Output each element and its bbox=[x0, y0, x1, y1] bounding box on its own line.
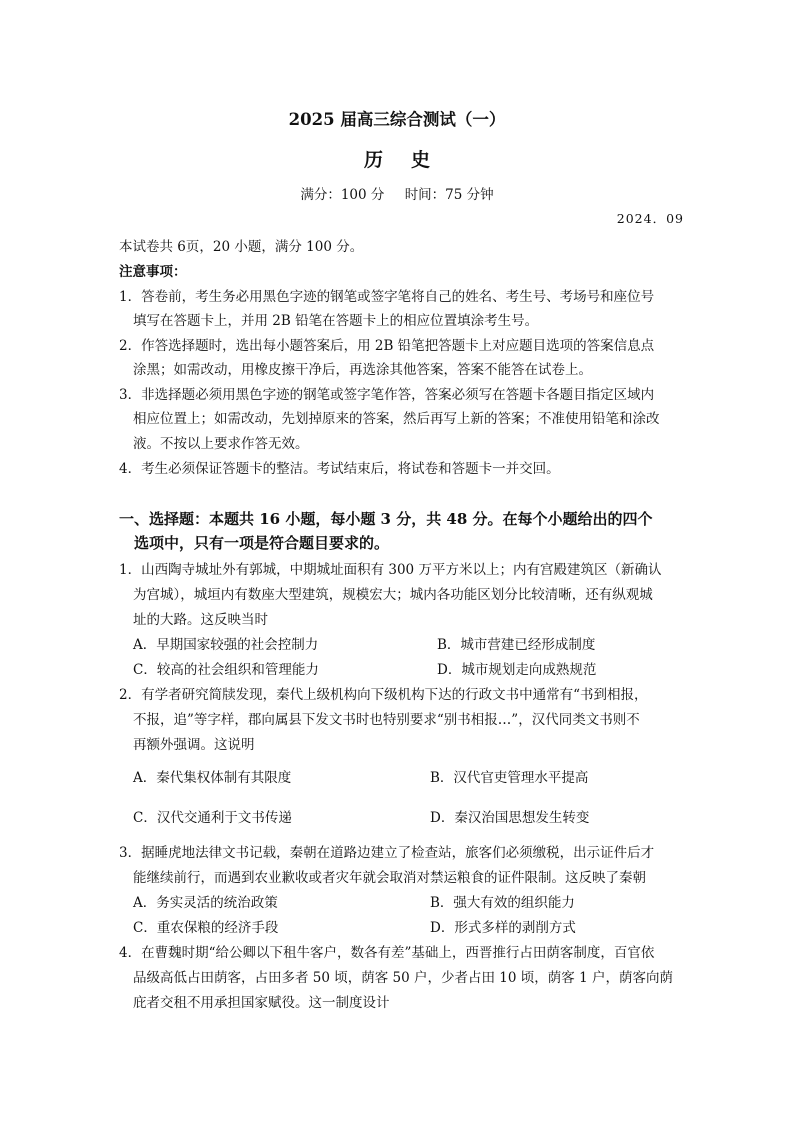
question-1-option-b: B．城市营建已经形成制度 bbox=[437, 637, 596, 653]
question-3-option-c: C．重农保粮的经济手段 bbox=[133, 920, 279, 936]
question-3-option-d: D．形式多样的剥削方式 bbox=[430, 920, 576, 936]
question-1-line-2: 为宫城），城垣内有数座大型建筑，规模宏大；城内各功能区划分比较清晰，还有纵观城 bbox=[133, 587, 653, 603]
note-4-line-1: 4．考生必须保证答题卡的整洁。考试结束后，将试卷和答题卡一并交回。 bbox=[119, 461, 560, 477]
note-2-line-1: 2．作答选择题时，选出每小题答案后，用 2B 铅笔把答题卡上对应题目选项的答案信息点 bbox=[119, 338, 655, 354]
question-3-line-1: 3．据睡虎地法律文书记载，秦朝在道路边建立了检查站，旅客们必须缴税，出示证件后才 bbox=[119, 845, 655, 861]
note-2-line-2: 涂黑；如需改动，用橡皮擦干净后，再选涂其他答案，答案不能答在试卷上。 bbox=[133, 362, 592, 378]
question-1-line-1: 1．山西陶寺城址外有郭城，中期城址面积有 300 万平方米以上；内有宫殿建筑区（新确认 bbox=[119, 562, 662, 578]
intro-text: 本试卷共 6页，20 小题，满分 100 分。 bbox=[119, 239, 364, 255]
question-2-option-a: A．秦代集权体制有其限度 bbox=[133, 770, 292, 786]
section-1-heading-line-2: 选项中，只有一项是符合题目要求的。 bbox=[134, 534, 390, 552]
exam-title: 2025 届高三综合测试（一） bbox=[288, 110, 506, 129]
question-2-line-3: 再额外强调。这说明 bbox=[133, 737, 255, 753]
question-2-option-d: D．秦汉治国思想发生转变 bbox=[430, 810, 590, 826]
exam-meta bbox=[0, 183, 794, 203]
question-1-line-3: 址的大路。这反映当时 bbox=[133, 612, 268, 628]
note-3-line-2: 相应位置上；如需改动，先划掉原来的答案，然后再写上新的答案；不准使用铅笔和涂改 bbox=[133, 411, 660, 427]
note-3-line-1: 3．非选择题必须用黑色字迹的钢笔或签字笔作答，答案必须写在答题卡各题目指定区域内 bbox=[119, 387, 655, 403]
question-1-option-a: A．早期国家较强的社会控制力 bbox=[133, 637, 319, 653]
note-1-line-2: 填写在答题卡上，并用 2B 铅笔在答题卡上的相应位置填涂考生号。 bbox=[133, 313, 539, 329]
exam-time: 时间：75 分钟 bbox=[404, 187, 494, 203]
question-4-line-3: 庇者交租不用承担国家赋役。这一制度设计 bbox=[133, 995, 390, 1011]
question-1-option-c: C．较高的社会组织和管理能力 bbox=[133, 662, 319, 678]
question-2-option-c: C．汉代交通利于文书传递 bbox=[133, 810, 292, 826]
notes-heading: 注意事项： bbox=[119, 264, 187, 280]
question-2-option-b: B．汉代官吏管理水平提高 bbox=[430, 770, 589, 786]
question-2-line-1: 2．有学者研究简牍发现，秦代上级机构向下级机构下达的行政文书中通常有“书到相报， bbox=[119, 687, 648, 703]
question-2-line-2: 不报，追”等字样，郡向属县下发文书时也特别要求“别书相报…”，汉代同类文书则不 bbox=[133, 712, 640, 728]
question-4-line-1: 4．在曹魏时期“给公卿以下租牛客户，数各有差”基础上，西晋推行占田荫客制度，百官依 bbox=[119, 945, 655, 961]
note-1-line-1: 1．答卷前，考生务必用黑色字迹的钢笔或签字笔将自己的姓名、考生号、考场号和座位号 bbox=[119, 289, 655, 305]
question-3-option-b: B．强大有效的组织能力 bbox=[430, 895, 575, 911]
question-3-option-a: A．务实灵活的统治政策 bbox=[133, 895, 278, 911]
section-1-heading-line-1: 一、选择题：本题共 16 小题，每小题 3 分，共 48 分。在每个小题给出的四个 bbox=[119, 510, 653, 528]
subject-title: 历史 bbox=[363, 149, 458, 171]
note-3-line-3: 液。不按以上要求作答无效。 bbox=[133, 436, 309, 452]
question-3-line-2: 能继续前行，而遇到农业歉收或者灾年就会取消对禁运粮食的证件限制。这反映了秦朝 bbox=[133, 870, 646, 886]
question-4-line-2: 品级高低占田荫客，占田多者 50 顷，荫客 50 户，少者占田 10 顷，荫客 1 户，荫客向荫 bbox=[133, 970, 673, 986]
exam-date: 2024．09 bbox=[616, 211, 684, 226]
question-1-option-d: D．城市规划走向成熟规范 bbox=[437, 662, 597, 678]
full-score: 满分：100 分 bbox=[300, 187, 385, 203]
